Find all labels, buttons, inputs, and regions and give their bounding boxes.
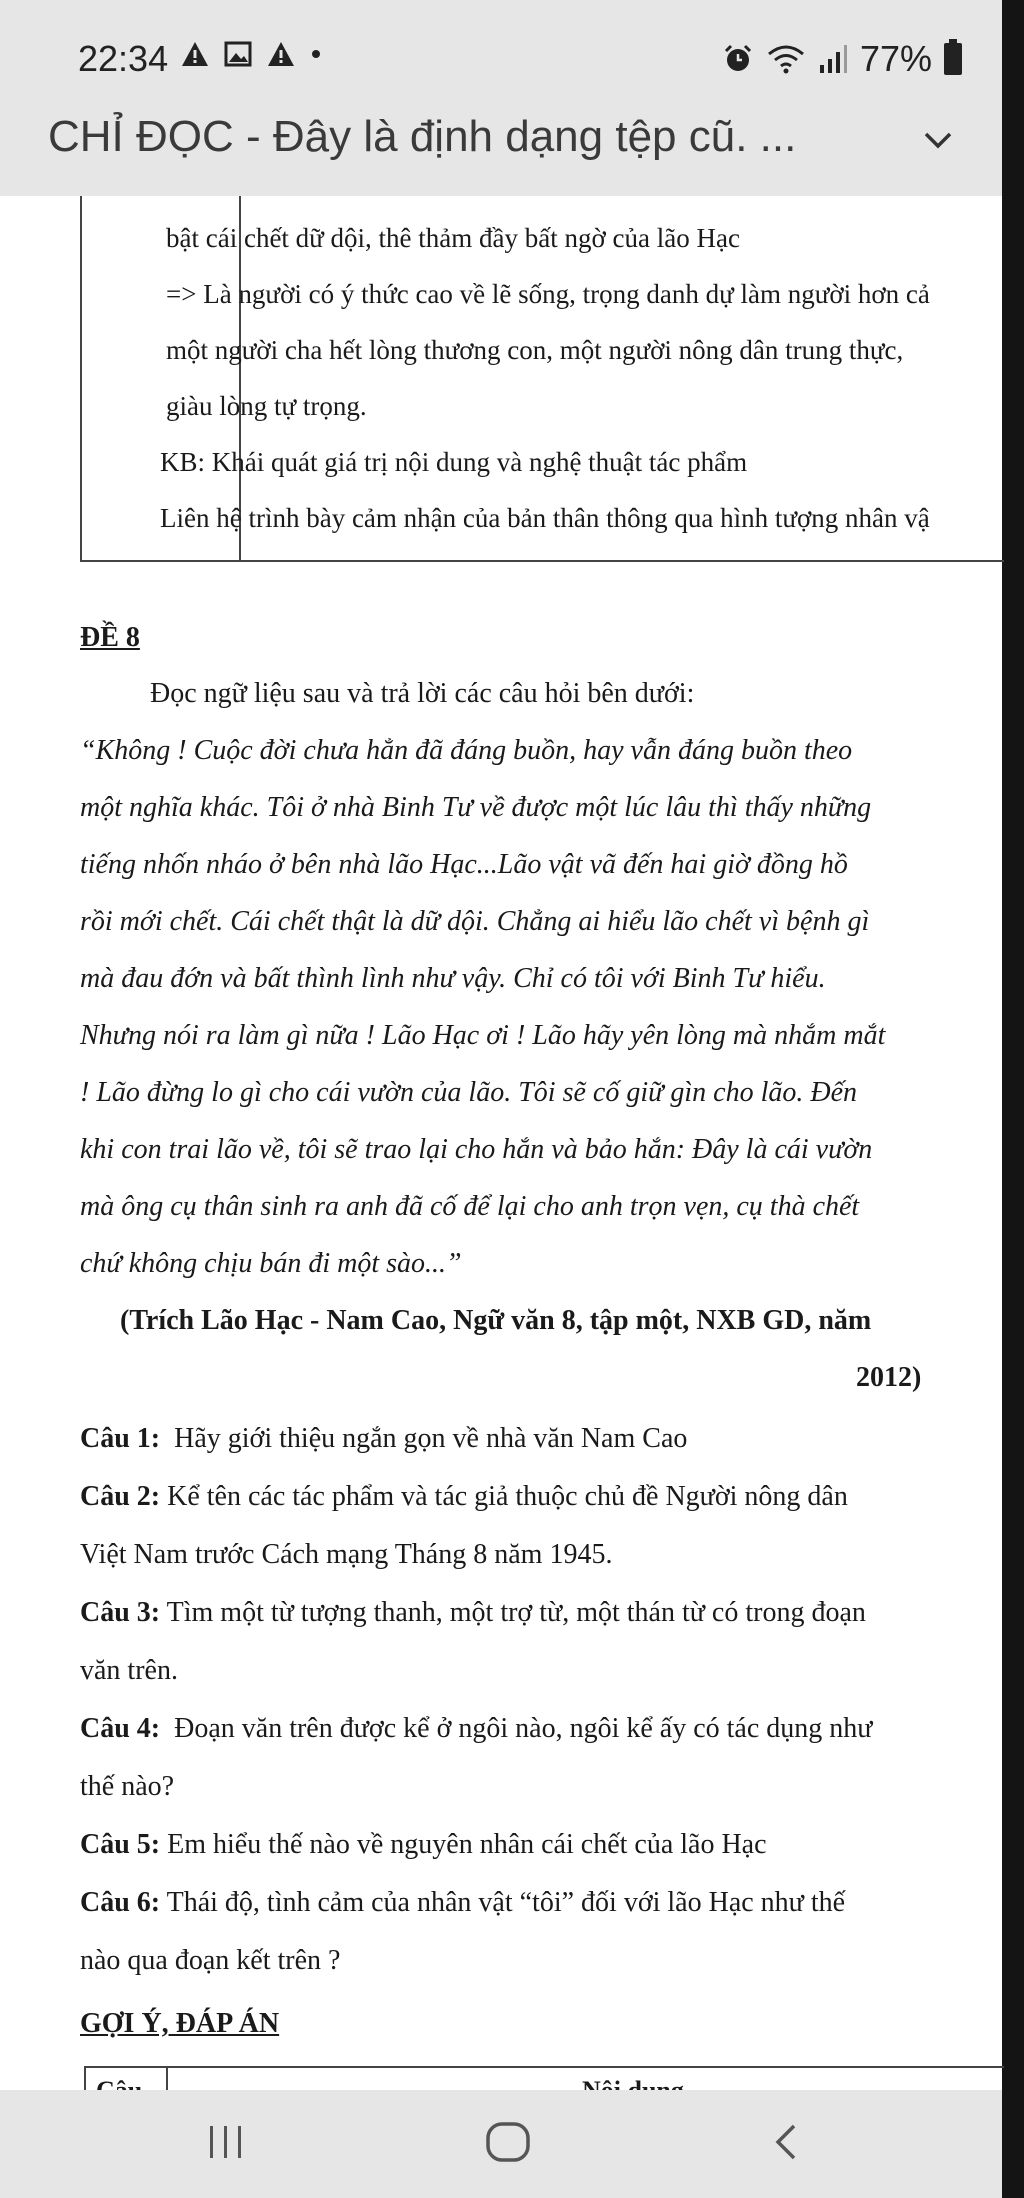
passage-line: khi con trai lão về, tôi sẽ trao lại cho hắn và bảo hắn: Đây là cái vườn xyxy=(80,1134,873,1165)
dot-icon xyxy=(310,40,322,68)
question-1 xyxy=(80,1424,687,1455)
question-label: Câu 1: xyxy=(80,1423,161,1454)
question-text: Hãy giới thiệu ngắn gọn về nhà văn Nam Cao xyxy=(174,1423,688,1454)
warning-icon xyxy=(180,40,210,68)
question-text: Tìm một từ tượng thanh, một trợ từ, một thán từ có trong đoạn xyxy=(166,1597,866,1628)
question-label: Câu 5: xyxy=(80,1829,161,1860)
image-icon xyxy=(224,40,252,68)
source-citation: (Trích Lão Hạc - Nam Cao, Ngữ văn 8, tập một, NXB GD, năm xyxy=(120,1305,872,1336)
answer-heading: GỢI Ý, ĐÁP ÁN xyxy=(80,2008,280,2039)
source-citation-year: 2012) xyxy=(856,1362,922,1393)
question-label: Câu 6: xyxy=(80,1887,161,1918)
system-indicators xyxy=(722,38,962,80)
battery-icon xyxy=(944,43,962,75)
passage-line: Nhưng nói ra làm gì nữa ! Lão Hạc ơi ! Lão hãy yên lòng mà nhắm mắt xyxy=(80,1020,886,1051)
read-only-banner[interactable] xyxy=(0,80,1002,196)
notification-icons xyxy=(180,40,322,68)
passage-line: mà đau đớn và bất thình lình như vậy. Chỉ có tôi với Binh Tư hiểu. xyxy=(80,963,826,994)
passage-line: mà ông cụ thân sinh ra anh đã cố để lại cho anh trọn vẹn, cụ thà chết xyxy=(80,1191,860,1222)
recents-icon[interactable] xyxy=(206,2120,246,2164)
signal-icon xyxy=(818,43,848,75)
passage-line: tiếng nhốn nháo ở bên nhà lão Hạc...Lão vật vã đến hai giờ đồng hồ xyxy=(80,849,848,880)
question-label: Câu 2: xyxy=(80,1481,161,1512)
question-text: Thái độ, tình cảm của nhân vật “tôi” đối với lão Hạc như thế xyxy=(166,1887,846,1918)
question-4 xyxy=(80,1714,872,1745)
status-time: 22:34 xyxy=(78,38,169,79)
home-icon[interactable] xyxy=(484,2120,532,2164)
question-6-cont: nào qua đoạn kết trên ? xyxy=(80,1945,341,1976)
passage-line: chứ không chịu bán đi một sào...” xyxy=(80,1248,462,1279)
exam-heading: ĐỀ 8 xyxy=(80,622,140,653)
question-3 xyxy=(80,1598,866,1629)
question-2 xyxy=(80,1482,848,1513)
question-label: Câu 4: xyxy=(80,1713,161,1744)
question-text: Đoạn văn trên được kể ở ngôi nào, ngôi kể ấy có tác dụng như xyxy=(174,1713,873,1744)
back-icon[interactable] xyxy=(770,2120,802,2164)
question-3-cont: văn trên. xyxy=(80,1655,178,1686)
question-label: Câu 3: xyxy=(80,1597,161,1628)
battery-percent: 77% xyxy=(859,38,932,79)
question-6 xyxy=(80,1888,845,1919)
banner-title: CHỈ ĐỌC - Đây là định dạng tệp cũ. ... xyxy=(48,112,797,161)
chevron-down-icon[interactable] xyxy=(918,120,958,160)
screen-edge xyxy=(1002,0,1024,2198)
question-text: Em hiểu thế nào về nguyên nhân cái chết của lão Hạc xyxy=(167,1829,767,1860)
table-line: bật cái chết dữ dội, thê thảm đầy bất ngờ của lão Hạc xyxy=(166,223,740,253)
passage-line: ! Lão đừng lo gì cho cái vườn của lão. Tôi sẽ cố giữ gìn cho lão. Đến xyxy=(80,1077,857,1108)
passage-line: rồi mới chết. Cái chết thật là dữ dội. Chẳng ai hiểu lão chết vì bệnh gì xyxy=(80,906,870,937)
passage-line: “Không ! Cuộc đời chưa hẳn đã đáng buồn, hay vẫn đáng buồn theo xyxy=(80,735,853,766)
table-line: Liên hệ trình bày cảm nhận của bản thân thông qua hình tượng nhân vậ xyxy=(160,503,930,533)
wifi-icon xyxy=(766,43,806,75)
instruction: Đọc ngữ liệu sau và trả lời các câu hỏi bên dưới: xyxy=(150,678,695,709)
alarm-icon xyxy=(722,43,754,75)
table-line: một người cha hết lòng thương con, một người nông dân trung thực, xyxy=(166,335,904,365)
table-line: giàu lòng tự trọng. xyxy=(166,391,367,421)
navigation-bar xyxy=(0,2090,1002,2198)
table-line: => Là người có ý thức cao về lẽ sống, trọng danh dự làm người hơn cả xyxy=(166,279,930,309)
question-2-cont: Việt Nam trước Cách mạng Tháng 8 năm 1945. xyxy=(80,1539,613,1570)
question-5 xyxy=(80,1830,767,1861)
status-bar xyxy=(0,0,1002,80)
passage-line: một nghĩa khác. Tôi ở nhà Binh Tư về được một lúc lâu thì thấy những xyxy=(80,792,872,823)
question-4-cont: thế nào? xyxy=(80,1771,175,1802)
table-line: KB: Khái quát giá trị nội dung và nghệ thuật tác phẩm xyxy=(160,447,748,477)
warning-icon xyxy=(266,40,296,68)
question-text: Kể tên các tác phẩm và tác giả thuộc chủ đề Người nông dân xyxy=(167,1481,848,1512)
document-page[interactable] xyxy=(0,196,1002,2090)
